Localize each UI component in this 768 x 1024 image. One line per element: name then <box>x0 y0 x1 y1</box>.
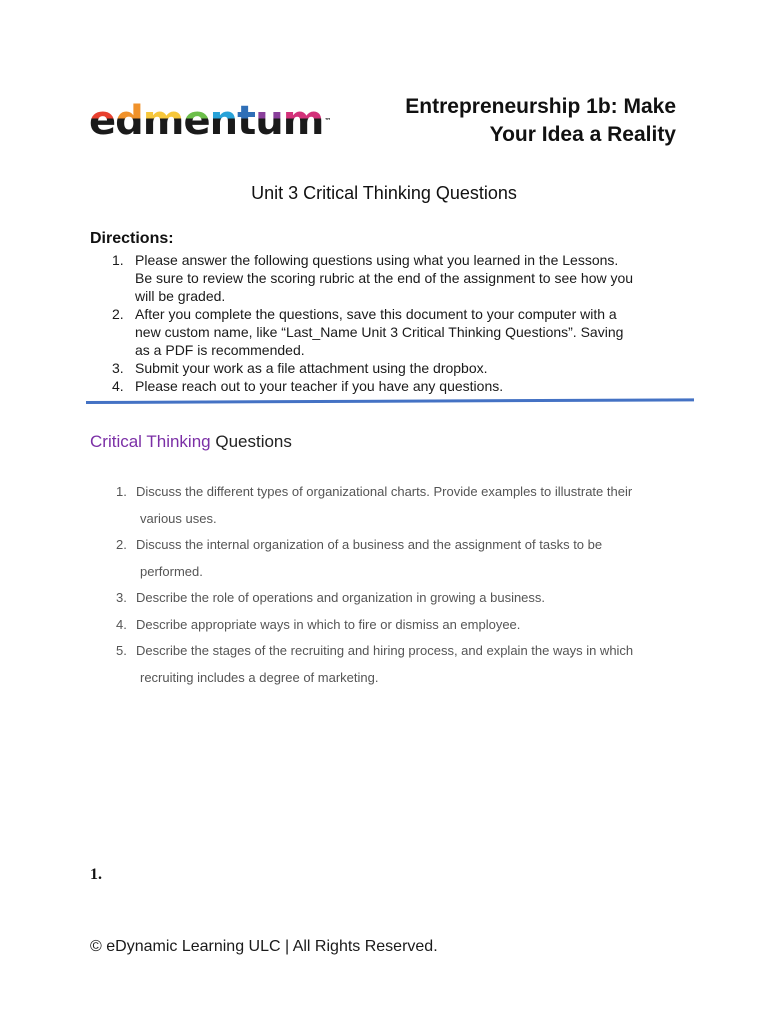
unit-title: Unit 3 Critical Thinking Questions <box>251 183 517 203</box>
edmentum-logo <box>89 96 331 146</box>
item-number: 1. <box>112 252 124 268</box>
logo-letter: d <box>115 98 143 144</box>
logo-letter: m <box>282 98 324 144</box>
questions-list <box>116 479 686 691</box>
question-text: Discuss the internal organization of a business and the assignment of tasks to be <box>136 537 603 552</box>
section-divider <box>86 398 694 404</box>
question-text: performed. <box>140 563 203 579</box>
item-number: 4. <box>112 378 124 394</box>
list-item <box>90 359 690 377</box>
question-text: Describe the role of operations and organization in growing a business. <box>136 590 546 605</box>
item-text: Submit your work as a file attachment using the dropbox. <box>135 360 488 376</box>
question-text: Describe appropriate ways in which to fire or dismiss an employee. <box>136 616 521 632</box>
heading-accent: Critical Thinking <box>90 432 211 451</box>
copyright-footer: © eDynamic Learning ULC | All Rights Reserved. <box>90 938 438 955</box>
section-heading <box>90 432 292 452</box>
item-number: 3. <box>112 360 124 376</box>
question-text: various uses. <box>140 510 217 526</box>
trademark-symbol: ™ <box>324 117 332 125</box>
question-text: Describe the stages of the recruiting and hiring process, and explain the ways in which <box>136 643 634 658</box>
question-text: Discuss the different types of organizational charts. Provide examples to illustrate their <box>136 484 633 499</box>
item-text: new custom name, like “Last_Name Unit 3 Critical Thinking Questions”. Saving <box>135 324 624 340</box>
logo-letter: n <box>209 98 238 144</box>
directions-list <box>90 251 690 395</box>
title-line: Entrepreneurship 1b: Make <box>405 95 676 118</box>
list-item <box>90 377 690 395</box>
item-number: 2. <box>112 306 124 322</box>
item-text: Please answer the following questions using what you learned in the Lessons. <box>135 252 619 268</box>
question-item <box>116 532 686 585</box>
item-text: will be graded. <box>135 288 226 304</box>
question-number: 1. <box>116 484 127 499</box>
heading-rest: Questions <box>210 432 292 451</box>
answer-number: 1. <box>90 866 102 883</box>
logo-letter: m <box>142 98 184 144</box>
question-item <box>116 638 686 691</box>
question-text: recruiting includes a degree of marketing. <box>140 669 379 685</box>
question-item <box>116 585 686 612</box>
item-text: Be sure to review the scoring rubric at the end of the assignment to see how you <box>135 270 634 286</box>
directions-heading: Directions: <box>90 230 174 247</box>
question-number: 2. <box>116 537 127 552</box>
logo-letter: e <box>183 98 210 144</box>
list-item <box>90 305 690 359</box>
logo-letter: t <box>237 98 256 144</box>
list-item <box>90 251 690 305</box>
question-number: 4. <box>116 616 127 632</box>
title-line: Your Idea a Reality <box>489 123 676 146</box>
question-item <box>116 479 686 532</box>
logo-letter: e <box>89 98 116 144</box>
item-text: After you complete the questions, save this document to your computer with a <box>135 306 617 322</box>
logo-letter: u <box>255 98 283 144</box>
item-text: Please reach out to your teacher if you have any questions. <box>135 378 504 394</box>
question-number: 3. <box>116 590 127 605</box>
question-number: 5. <box>116 643 127 658</box>
document-title <box>336 93 676 149</box>
question-item <box>116 612 686 639</box>
item-text: as a PDF is recommended. <box>135 342 305 358</box>
